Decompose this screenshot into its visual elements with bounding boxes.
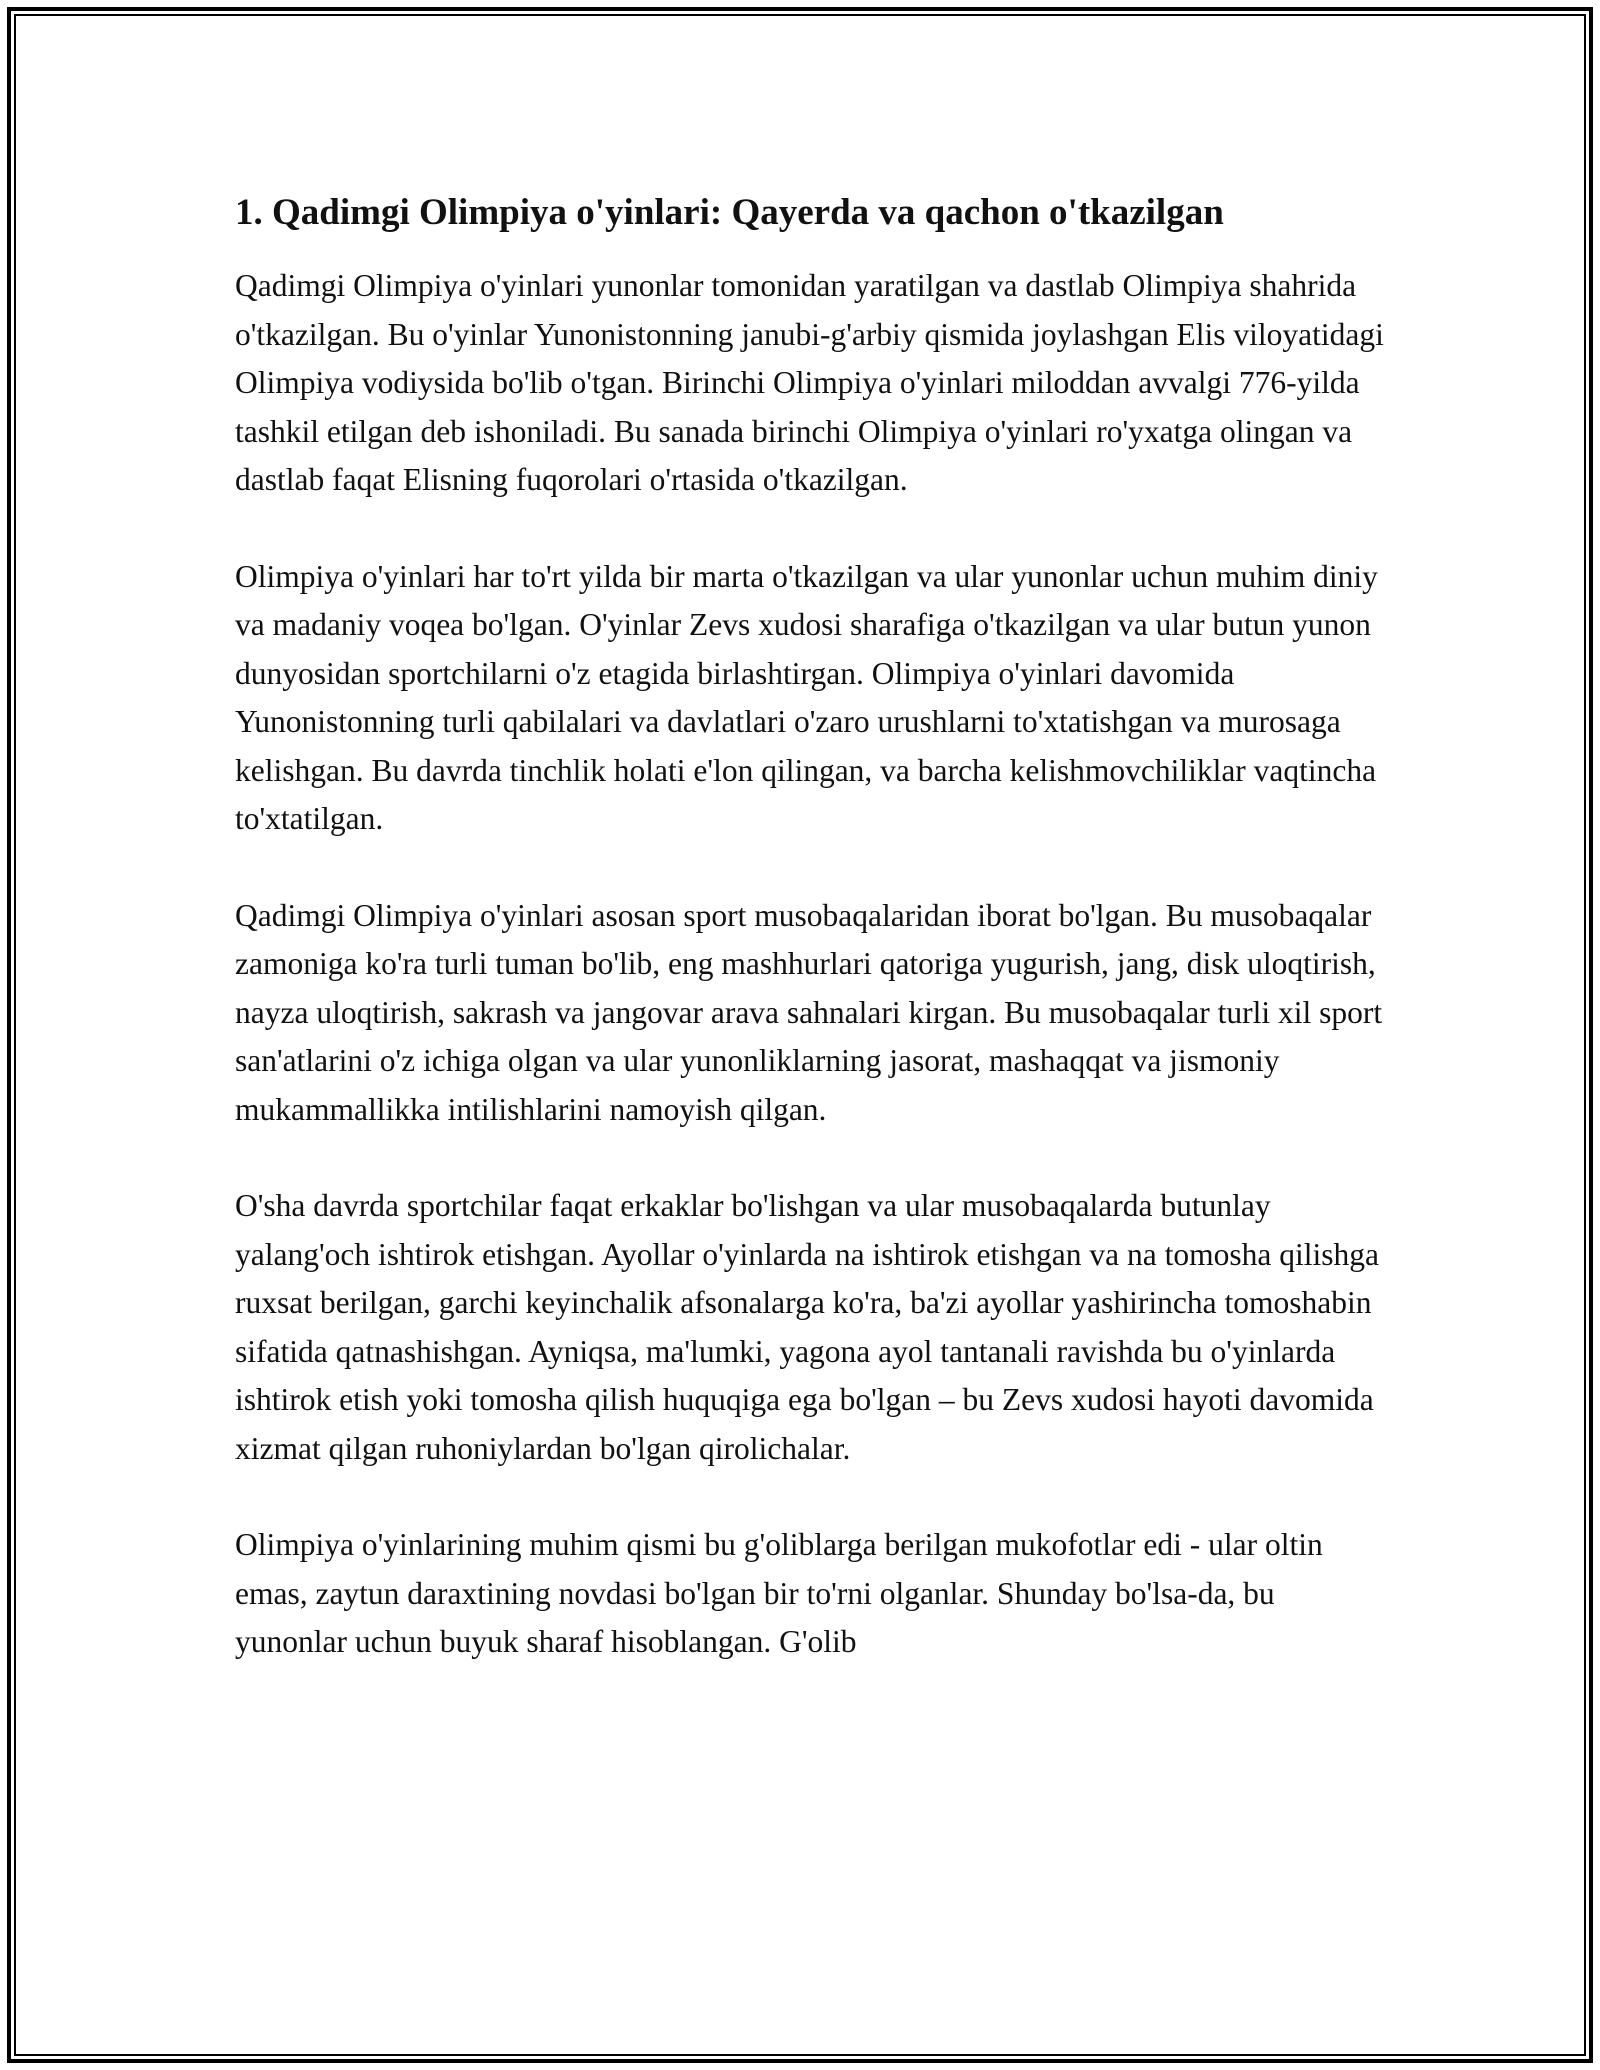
paragraph-2: Olimpiya o'yinlari har to'rt yilda bir marta o'tkazilgan va ular yunonlar uchun muhim diniy va madaniy voqea bo'lgan. O'yinlar Zevs xudosi sharafiga o'tkazilgan va ular butun yunon dunyosidan sportchilarni o'z etagida birlashtirgan. Olimpiya o'yinlari davomida Yunonistonning turli qabilalari va davlatlari o'zaro urushlarni to'xtatishgan va murosaga kelishgan. Bu davrda tinchlik holati e'lon qilingan, va barcha kelishmovchiliklar vaqtincha to'xtatilgan. [235,558,1378,836]
section-heading: 1. Qadimgi Olimpiya o'yinlari: Qayerda va qachon o'tkazilgan [235,192,1224,233]
paragraph-5: Olimpiya o'yinlarining muhim qismi bu g'oliblarga berilgan mukofotlar edi - ular oltin emas, zaytun daraxtining novdasi bo'lgan bir to'rni olganlar. Shunday bo'lsa-da, bu yunonlar uchun buyuk sharaf hisoblangan. G'olib [235,1527,1323,1659]
paragraph-1: Qadimgi Olimpiya o'yinlari yunonlar tomonidan yaratilgan va dastlab Olimpiya shahrida o'tkazilgan. Bu o'yinlar Yunonistonning janubi-g'arbiy qismida joylashgan Elis viloyatidagi Olimpiya vodiysida bo'lib o'tgan. Birinchi Olimpiya o'yinlari miloddan avvalgi 776-yilda tashkil etilgan deb ishoniladi. Bu sanada birinchi Olimpiya o'yinlari ro'yxatga olingan va dastlab faqat Elisning fuqorolari o'rtasida o'tkazilgan. [235,268,1384,497]
paragraph-3: Qadimgi Olimpiya o'yinlari asosan sport musobaqalaridan iborat bo'lgan. Bu musobaqalar zamoniga ko'ra turli tuman bo'lib, eng mashhurlari qatoriga yugurish, jang, disk uloqtirish, nayza uloqtirish, sakrash va jangovar arava sahnalari kirgan. Bu musobaqalar turli xil sport san'atlarini o'z ichiga olgan va ular yunonliklarning jasorat, mashaqqat va jismoniy mukammallikka intilishlarini namoyish qilgan. [235,897,1383,1127]
document-body [235,188,1385,1715]
paragraph-4: O'sha davrda sportchilar faqat erkaklar bo'lishgan va ular musobaqalarda butunlay yalang'och ishtirok etishgan. Ayollar o'yinlarda na ishtirok etishgan va na tomosha qilishga ruxsat berilgan, garchi keyinchalik afsonalarga ko'ra, ba'zi ayollar yashirincha tomoshabin sifatida qatnashishgan. Ayniqsa, ma'lumki, yagona ayol tantanali ravishda bu o'yinlarda ishtirok etish yoki tomosha qilish huquqiga ega bo'lgan – bu Zevs xudosi hayoti davomida xizmat qilgan ruhoniylardan bo'lgan qirolichalar. [235,1188,1379,1466]
